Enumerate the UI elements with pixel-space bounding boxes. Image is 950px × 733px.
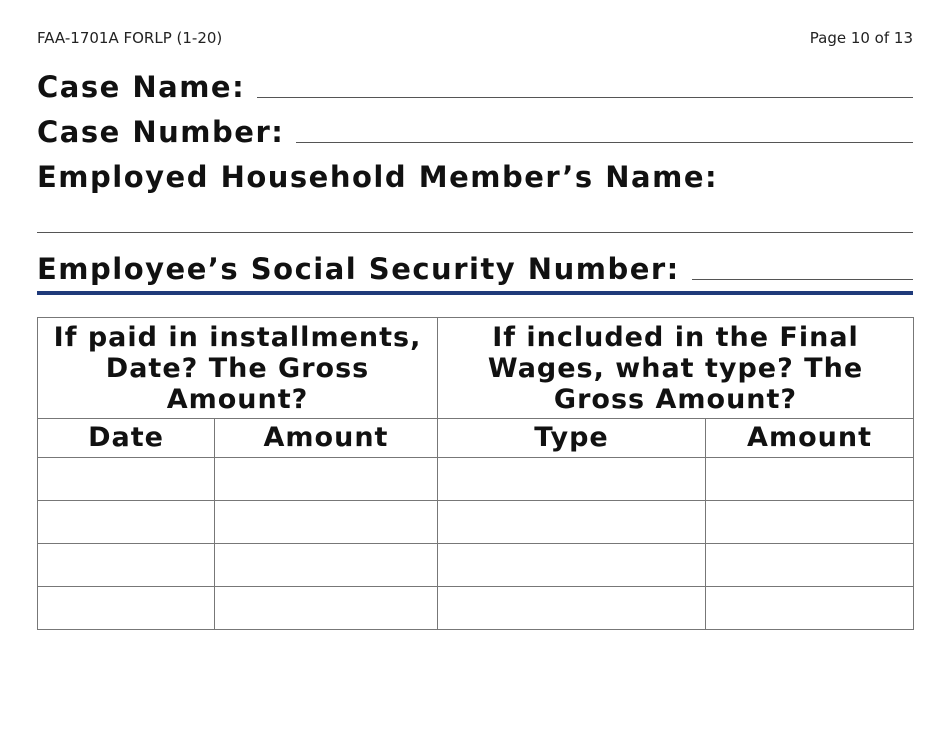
date-cell[interactable]	[38, 458, 215, 501]
type-cell[interactable]	[438, 458, 706, 501]
installments-header: If paid in installments, Date? The Gross Amount?	[38, 318, 438, 419]
final-amount-column-header: Amount	[706, 419, 914, 458]
case-number-field[interactable]	[296, 141, 913, 143]
date-cell[interactable]	[38, 587, 215, 630]
page-number: Page 10 of 13	[809, 29, 913, 47]
case-number-label: Case Number:	[37, 115, 285, 149]
ssn-label: Employee’s Social Security Number:	[37, 252, 680, 286]
group-header-row	[38, 318, 914, 419]
installment-amount-cell[interactable]	[215, 501, 438, 544]
ssn-field[interactable]	[692, 278, 913, 280]
ssn-row	[37, 252, 913, 286]
final-amount-cell[interactable]	[706, 458, 914, 501]
case-name-field[interactable]	[257, 96, 913, 98]
table-row	[38, 544, 914, 587]
wages-table	[37, 317, 914, 630]
case-name-label: Case Name:	[37, 70, 246, 104]
date-cell[interactable]	[38, 501, 215, 544]
case-name-row	[37, 70, 913, 104]
date-cell[interactable]	[38, 544, 215, 587]
final-amount-cell[interactable]	[706, 501, 914, 544]
installment-amount-cell[interactable]	[215, 544, 438, 587]
date-column-header: Date	[38, 419, 215, 458]
type-column-header: Type	[438, 419, 706, 458]
installment-amount-column-header: Amount	[215, 419, 438, 458]
type-cell[interactable]	[438, 544, 706, 587]
final-wages-header: If included in the Final Wages, what type? The Gross Amount?	[438, 318, 914, 419]
type-cell[interactable]	[438, 587, 706, 630]
column-header-row	[38, 419, 914, 458]
employed-member-row	[37, 160, 913, 194]
installment-amount-cell[interactable]	[215, 587, 438, 630]
final-amount-cell[interactable]	[706, 544, 914, 587]
table-row	[38, 458, 914, 501]
section-divider	[37, 291, 913, 295]
installment-amount-cell[interactable]	[215, 458, 438, 501]
final-amount-cell[interactable]	[706, 587, 914, 630]
form-id: FAA-1701A FORLP (1-20)	[37, 29, 223, 47]
type-cell[interactable]	[438, 501, 706, 544]
case-number-row	[37, 115, 913, 149]
table-row	[38, 501, 914, 544]
table-row	[38, 587, 914, 630]
employed-member-field[interactable]	[37, 232, 913, 233]
employed-member-label: Employed Household Member’s Name:	[37, 160, 719, 194]
